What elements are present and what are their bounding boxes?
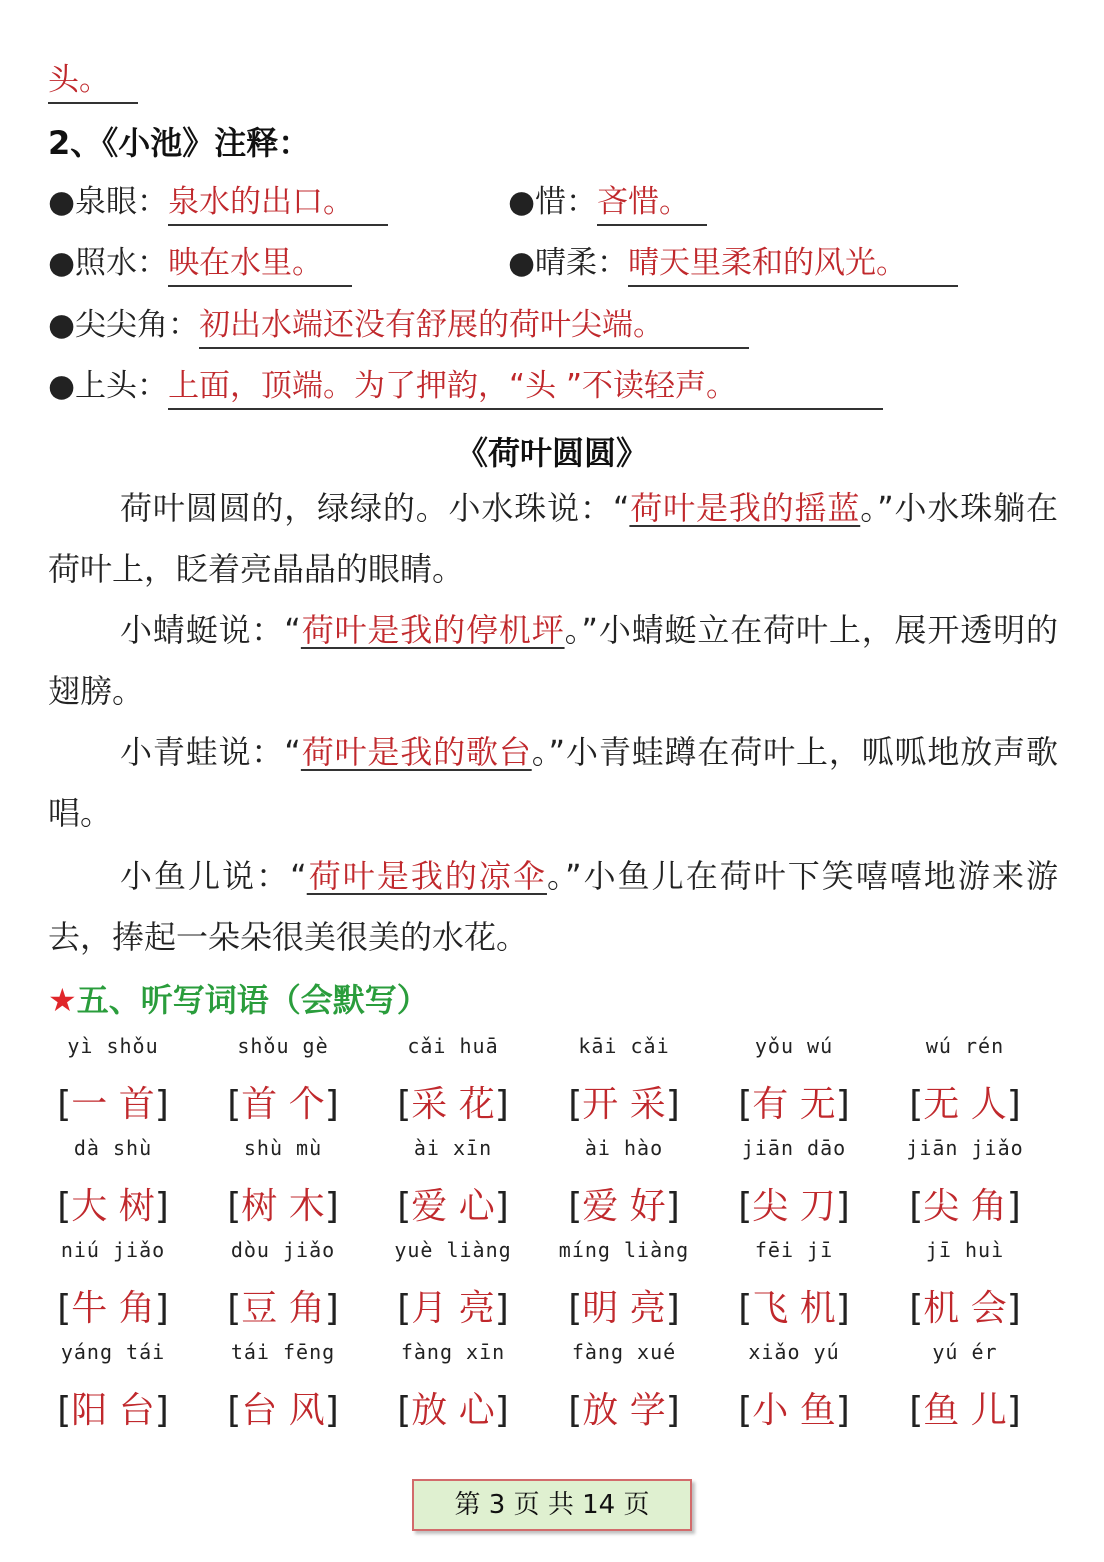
paragraph-text: 小鱼儿说：“	[120, 857, 307, 895]
pinyin: ài xīn	[413, 1136, 493, 1160]
open-bracket: [	[738, 1288, 753, 1329]
close-bracket: ]	[494, 1084, 509, 1125]
word-characters: 月 亮	[411, 1288, 495, 1329]
pinyin: shù mù	[243, 1136, 323, 1160]
word-characters: 牛 角	[71, 1288, 155, 1329]
pinyin: yì shǒu	[67, 1034, 159, 1058]
dictation-word	[539, 1033, 709, 1129]
pinyin: dà shù	[73, 1136, 153, 1160]
note-def: 泉水的出口。	[168, 182, 388, 226]
word-characters: 爱 好	[582, 1186, 666, 1227]
dictation-word	[368, 1033, 538, 1129]
dictation-word	[880, 1339, 1050, 1435]
note-term: ●照水：	[48, 245, 169, 281]
hanzi-word	[880, 1081, 1050, 1129]
close-bracket: ]	[494, 1390, 509, 1431]
word-characters: 阳 台	[71, 1390, 155, 1431]
note-term: ●晴柔：	[508, 245, 629, 281]
open-bracket: [	[738, 1084, 753, 1125]
close-bracket: ]	[154, 1288, 169, 1329]
close-bracket: ]	[665, 1390, 680, 1431]
dictation-word	[539, 1339, 709, 1435]
word-characters: 大 树	[71, 1186, 155, 1227]
hanzi-word	[28, 1285, 198, 1333]
hanzi-word	[198, 1081, 368, 1129]
word-characters: 鱼 儿	[923, 1390, 1007, 1431]
open-bracket: [	[568, 1390, 583, 1431]
open-bracket: [	[568, 1186, 583, 1227]
close-bracket: ]	[835, 1084, 850, 1125]
pinyin: míng liàng	[558, 1238, 690, 1262]
paragraph-text: 。”小水珠躺在荷叶上，眨着亮晶晶的眼睛。	[48, 489, 1058, 588]
open-bracket: [	[57, 1390, 72, 1431]
pinyin: xiǎo yú	[748, 1340, 840, 1364]
close-bracket: ]	[494, 1186, 509, 1227]
dictation-word	[28, 1237, 198, 1333]
hanzi-word	[709, 1081, 879, 1129]
highlighted-quote: 荷叶是我的停机坪	[300, 611, 565, 649]
dictation-word	[539, 1135, 709, 1231]
dictation-word	[709, 1237, 879, 1333]
pinyin: yú ér	[932, 1340, 998, 1364]
dictation-word	[880, 1237, 1050, 1333]
section-five-heading	[48, 975, 429, 1021]
hanzi-word	[368, 1285, 538, 1333]
pinyin: fàng xīn	[400, 1340, 506, 1364]
pinyin: fēi jī	[754, 1238, 834, 1262]
open-bracket: [	[909, 1186, 924, 1227]
close-bracket: ]	[324, 1084, 339, 1125]
dictation-word	[368, 1135, 538, 1231]
close-bracket: ]	[1006, 1084, 1021, 1125]
close-bracket: ]	[1006, 1186, 1021, 1227]
close-bracket: ]	[665, 1084, 680, 1125]
open-bracket: [	[227, 1186, 242, 1227]
close-bracket: ]	[1006, 1390, 1021, 1431]
open-bracket: [	[397, 1186, 412, 1227]
pinyin: jiān jiǎo	[906, 1136, 1024, 1160]
paragraph-text: 荷叶圆圆的，绿绿的。小水珠说：“	[120, 489, 630, 527]
close-bracket: ]	[835, 1288, 850, 1329]
dictation-word	[709, 1033, 879, 1129]
section-five-title: 五、听写词语（会默写）	[76, 981, 429, 1019]
pinyin: cǎi huā	[407, 1034, 499, 1058]
hanzi-word	[368, 1183, 538, 1231]
open-bracket: [	[909, 1390, 924, 1431]
hanzi-word	[709, 1183, 879, 1231]
continued-answer-text: 头。	[48, 60, 138, 104]
pinyin: ài hào	[584, 1136, 664, 1160]
close-bracket: ]	[154, 1390, 169, 1431]
word-characters: 明 亮	[582, 1288, 666, 1329]
open-bracket: [	[738, 1390, 753, 1431]
word-characters: 放 学	[582, 1390, 666, 1431]
dictation-word	[368, 1237, 538, 1333]
close-bracket: ]	[1006, 1288, 1021, 1329]
section-title: 2、《小池》注释：	[48, 124, 311, 162]
open-bracket: [	[909, 1084, 924, 1125]
hanzi-word	[880, 1183, 1050, 1231]
pinyin: yǒu wú	[754, 1034, 834, 1058]
pinyin: shǒu gè	[237, 1034, 329, 1058]
dictation-word	[28, 1135, 198, 1231]
hanzi-word	[539, 1387, 709, 1435]
highlighted-quote: 荷叶是我的摇蓝	[629, 489, 861, 527]
close-bracket: ]	[324, 1288, 339, 1329]
word-characters: 台 风	[241, 1390, 325, 1431]
highlighted-quote: 荷叶是我的歌台	[300, 733, 532, 771]
hanzi-word	[709, 1285, 879, 1333]
hanzi-word	[368, 1081, 538, 1129]
note-item	[48, 305, 749, 349]
note-item	[48, 366, 883, 410]
dictation-word	[198, 1135, 368, 1231]
paragraph-text: 。”小蜻蜓立在荷叶上，展开透明的翅膀。	[48, 611, 1058, 710]
pinyin: fàng xué	[571, 1340, 677, 1364]
note-def: 上面，顶端。为了押韵，“头 ”不读轻声。	[168, 366, 883, 410]
pinyin: jiān dāo	[741, 1136, 847, 1160]
dictation-word	[198, 1237, 368, 1333]
word-characters: 树 木	[241, 1186, 325, 1227]
close-bracket: ]	[665, 1186, 680, 1227]
note-term: ●尖尖角：	[48, 307, 200, 343]
pinyin: wú rén	[925, 1034, 1005, 1058]
hanzi-word	[368, 1387, 538, 1435]
note-def: 晴天里柔和的风光。	[628, 243, 958, 287]
poem-paragraph	[48, 846, 1058, 968]
note-def: 吝惜。	[597, 182, 707, 226]
open-bracket: [	[227, 1288, 242, 1329]
note-item	[508, 182, 707, 226]
poem-paragraph	[48, 478, 1058, 600]
open-bracket: [	[909, 1288, 924, 1329]
page-number-badge: 第 3 页 共 14 页	[412, 1479, 692, 1531]
hanzi-word	[709, 1387, 879, 1435]
hanzi-word	[539, 1183, 709, 1231]
word-characters: 有 无	[752, 1084, 836, 1125]
close-bracket: ]	[835, 1390, 850, 1431]
hanzi-word	[28, 1387, 198, 1435]
paragraph-text: 小蜻蜓说：“	[120, 611, 301, 649]
open-bracket: [	[397, 1390, 412, 1431]
close-bracket: ]	[154, 1084, 169, 1125]
word-characters: 飞 机	[752, 1288, 836, 1329]
star-icon: ★	[48, 981, 77, 1019]
open-bracket: [	[57, 1084, 72, 1125]
pinyin: yuè liàng	[394, 1238, 512, 1262]
hanzi-word	[880, 1387, 1050, 1435]
open-bracket: [	[568, 1288, 583, 1329]
close-bracket: ]	[154, 1186, 169, 1227]
word-characters: 无 人	[923, 1084, 1007, 1125]
note-item	[48, 182, 388, 226]
note-def: 映在水里。	[168, 243, 352, 287]
close-bracket: ]	[324, 1390, 339, 1431]
word-characters: 尖 刀	[752, 1186, 836, 1227]
word-characters: 尖 角	[923, 1186, 1007, 1227]
note-term: ●泉眼：	[48, 184, 169, 220]
paragraph-text: 。”小鱼儿在荷叶下笑嘻嘻地游来游去，捧起一朵朵很美很美的水花。	[48, 857, 1058, 956]
poem-paragraph	[48, 722, 1058, 844]
hanzi-word	[539, 1081, 709, 1129]
word-characters: 首 个	[241, 1084, 325, 1125]
close-bracket: ]	[494, 1288, 509, 1329]
open-bracket: [	[227, 1084, 242, 1125]
dictation-word	[880, 1033, 1050, 1129]
note-def: 初出水端还没有舒展的荷叶尖端。	[199, 305, 749, 349]
word-characters: 机 会	[923, 1288, 1007, 1329]
word-characters: 放 心	[411, 1390, 495, 1431]
dictation-word	[28, 1339, 198, 1435]
open-bracket: [	[397, 1288, 412, 1329]
continued-answer	[48, 60, 138, 104]
hanzi-word	[198, 1387, 368, 1435]
word-characters: 爱 心	[411, 1186, 495, 1227]
pinyin: niú jiǎo	[60, 1238, 166, 1262]
hanzi-word	[880, 1285, 1050, 1333]
open-bracket: [	[227, 1390, 242, 1431]
dictation-word	[198, 1339, 368, 1435]
dictation-word	[880, 1135, 1050, 1231]
dictation-word	[709, 1135, 879, 1231]
paragraph-text: 。”小青蛙蹲在荷叶上，呱呱地放声歌唱。	[48, 733, 1058, 832]
hanzi-word	[28, 1081, 198, 1129]
close-bracket: ]	[324, 1186, 339, 1227]
note-term: ●上头：	[48, 368, 169, 404]
open-bracket: [	[57, 1288, 72, 1329]
dictation-word	[368, 1339, 538, 1435]
word-characters: 豆 角	[241, 1288, 325, 1329]
paragraph-text: 小青蛙说：“	[120, 733, 301, 771]
open-bracket: [	[568, 1084, 583, 1125]
hanzi-word	[198, 1183, 368, 1231]
word-characters: 采 花	[411, 1084, 495, 1125]
open-bracket: [	[57, 1186, 72, 1227]
hanzi-word	[28, 1183, 198, 1231]
pinyin: yáng tái	[60, 1340, 166, 1364]
dictation-word	[539, 1237, 709, 1333]
word-characters: 开 采	[582, 1084, 666, 1125]
note-item	[48, 243, 352, 287]
hanzi-word	[539, 1285, 709, 1333]
poem-paragraph	[48, 600, 1058, 722]
open-bracket: [	[397, 1084, 412, 1125]
hanzi-word	[198, 1285, 368, 1333]
highlighted-quote: 荷叶是我的凉伞	[306, 857, 547, 895]
dictation-word	[709, 1339, 879, 1435]
word-characters: 小 鱼	[752, 1390, 836, 1431]
note-item	[508, 243, 958, 287]
poem-title: 《荷叶圆圆》	[455, 434, 648, 472]
pinyin: dòu jiǎo	[230, 1238, 336, 1262]
pinyin: jī huì	[925, 1238, 1005, 1262]
dictation-word	[198, 1033, 368, 1129]
pinyin: tái fēng	[230, 1340, 336, 1364]
close-bracket: ]	[665, 1288, 680, 1329]
open-bracket: [	[738, 1186, 753, 1227]
close-bracket: ]	[835, 1186, 850, 1227]
note-term: ●惜：	[508, 184, 598, 220]
dictation-word	[28, 1033, 198, 1129]
pinyin: kāi cǎi	[578, 1034, 670, 1058]
word-characters: 一 首	[71, 1084, 155, 1125]
